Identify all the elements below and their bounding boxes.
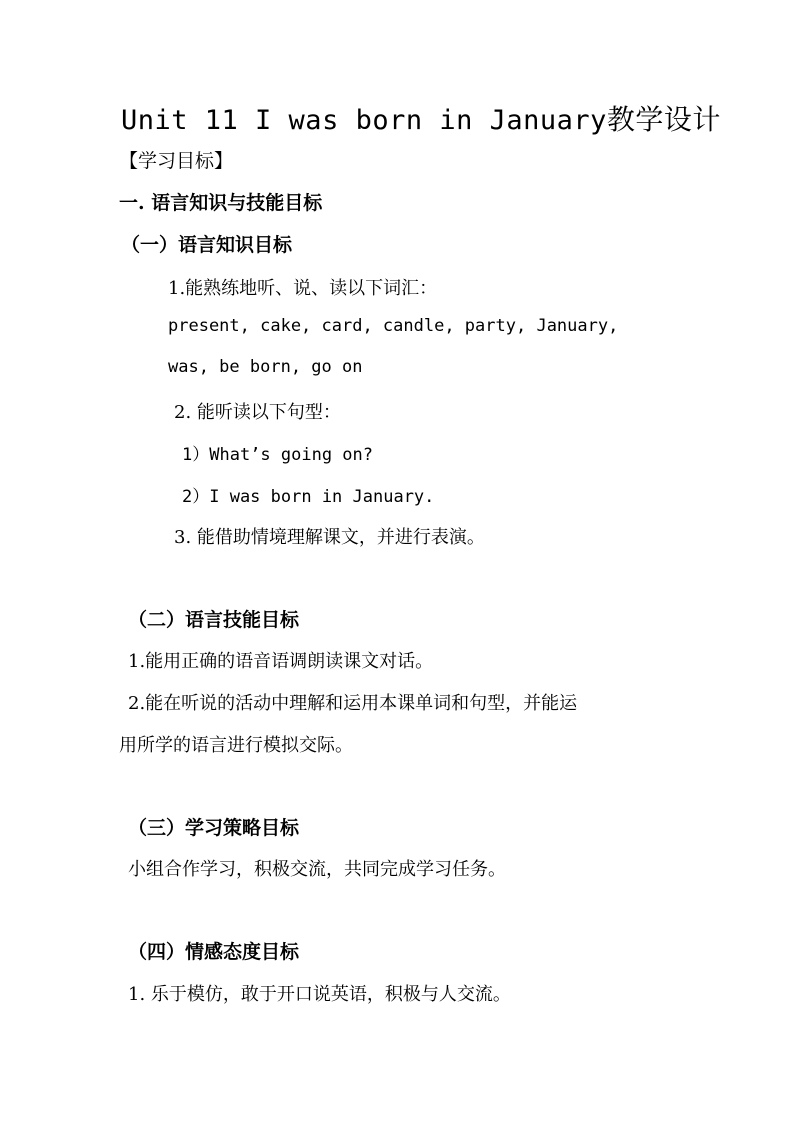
sub1-item1-words-line2: was, be born, go on: [168, 357, 363, 377]
title-english: Unit 11 I was born in January: [121, 105, 607, 136]
sub1-item2-sentence2: 2）I was born in January.: [182, 487, 435, 507]
part1-heading: 一. 语言知识与技能目标: [119, 192, 323, 214]
sub2-heading: （二）语言技能目标: [128, 609, 300, 631]
section-tag: 【学习目标】: [119, 150, 234, 172]
sub1-item3-label: 3. 能借助情境理解课文，并进行表演。: [174, 527, 485, 548]
sub1-item1-words-line1: present, cake, card, candle, party, January,: [168, 316, 619, 336]
sub1-item2-sentence1: 1）What’s going on?: [182, 445, 373, 465]
sub1-heading: （一）语言知识目标: [121, 234, 293, 256]
sub4-heading: （四）情感态度目标: [128, 941, 300, 963]
sub1-item1-label: 1.能熟练地听、说、读以下词汇：: [168, 278, 438, 299]
sub2-item1: 1.能用正确的语音语调朗读课文对话。: [128, 651, 434, 672]
sub2-item2-line2: 用所学的语言进行模拟交际。: [119, 735, 353, 756]
sub2-item2-line1: 2.能在听说的活动中理解和运用本课单词和句型，并能运: [128, 693, 578, 714]
sub3-item1: 小组合作学习，积极交流，共同完成学习任务。: [128, 859, 506, 880]
title-chinese: 教学设计: [606, 103, 721, 136]
sub4-item1: 1. 乐于模仿，敢于开口说英语，积极与人交流。: [128, 984, 511, 1005]
sub1-item2-label: 2. 能听读以下句型：: [174, 402, 341, 423]
sub3-heading: （三）学习策略目标: [128, 817, 300, 839]
document-title: [121, 98, 721, 138]
